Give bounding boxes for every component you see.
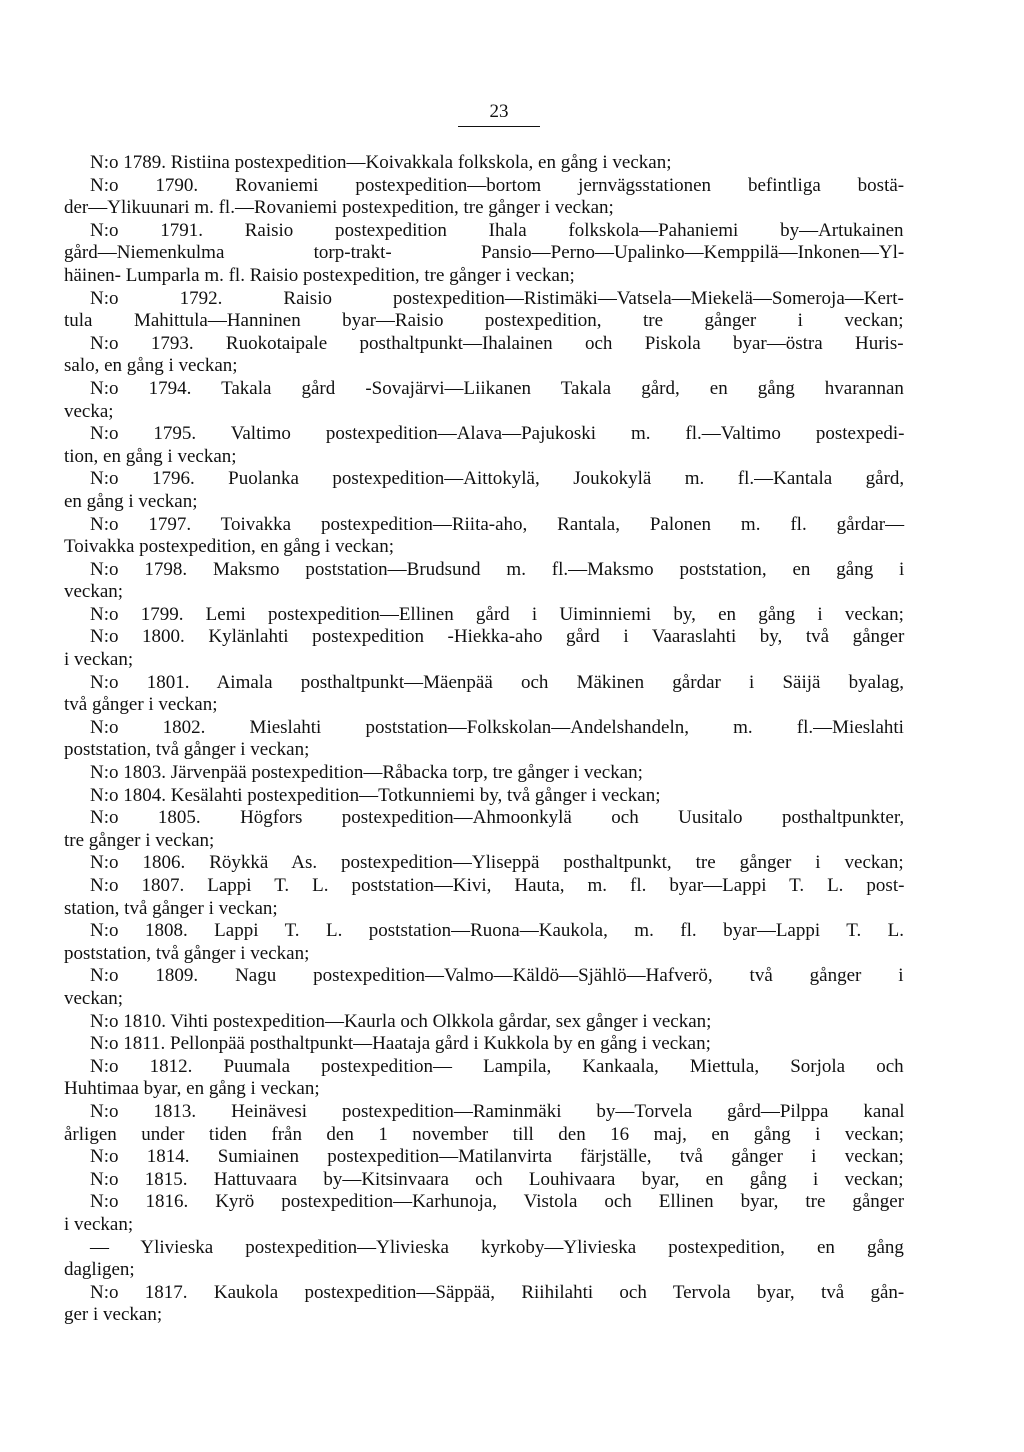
text-line: N:o 1816. Kyrö postexpedition—Karhunoja, Vistola och Ellinen byar, tre gånger — [90, 1191, 905, 1213]
text-line: N:o 1806. Röykkä As. postexpedition—Yliseppä posthaltpunkt, tre gånger i veckan; — [90, 852, 904, 874]
text-line: N:o 1814. Sumiainen postexpedition—Matilanvirta färjställe, två gånger i veckan; — [90, 1146, 904, 1168]
text-line: N:o 1798. Maksmo poststation—Brudsund m. fl.—Maksmo poststation, en gång i — [90, 558, 905, 580]
text-line: N:o 1789. Ristiina postexpedition—Koivakkala folkskola, en gång i veckan; — [90, 152, 672, 173]
text-line: N:o 1803. Järvenpää postexpedition—Råbacka torp, tre gånger i veckan; — [90, 762, 643, 784]
text-line: tion, en gång i veckan; — [64, 445, 237, 467]
text-line: — Ylivieska postexpedition—Ylivieska kyrkoby—Ylivieska postexpedition, en gång — [90, 1236, 904, 1258]
text-line: i veckan; — [64, 649, 134, 671]
text-line: vecka; — [64, 400, 114, 422]
body-text — [64, 152, 904, 1327]
text-line: N:o 1805. Högfors postexpedition—Ahmoonkylä och Uusitalo posthaltpunkter, — [90, 807, 905, 829]
text-line: Toivakka postexpedition, en gång i veckan; — [64, 536, 395, 558]
text-line: N:o 1791. Raisio postexpedition Ihala folkskola—Pahaniemi by—Artukainen — [90, 219, 904, 241]
text-line: veckan; — [64, 987, 124, 1009]
text-line: tre gånger i veckan; — [64, 829, 215, 851]
text-line: der—Ylikuunari m. fl.—Rovaniemi postexpedition, tre gånger i veckan; — [64, 197, 614, 219]
text-line: N:o 1797. Toivakka postexpedition—Riita-aho, Rantala, Palonen m. fl. gårdar— — [90, 513, 905, 535]
text-line: dagligen; — [64, 1259, 135, 1281]
text-line: årligen under tiden från den 1 november till den 16 maj, en gång i veckan; — [64, 1123, 904, 1145]
text-line: N:o 1795. Valtimo postexpedition—Alava—Pajukoski m. fl.—Valtimo postexpedi- — [90, 423, 905, 445]
text-line: N:o 1812. Puumala postexpedition— Lampila, Kankaala, Miettula, Sorjola och — [90, 1055, 904, 1077]
text-line: N:o 1811. Pellonpää posthaltpunkt—Haataja gård i Kukkola by en gång i veckan; — [90, 1033, 711, 1055]
text-line: N:o 1804. Kesälahti postexpedition—Totkunniemi by, två gånger i veckan; — [90, 784, 661, 806]
text-line: N:o 1794. Takala gård -Sovajärvi—Liikanen Takala gård, en gång hvarannan — [90, 377, 904, 399]
text-line: N:o 1793. Ruokotaipale posthaltpunkt—Ihalainen och Piskola byar—östra Huris- — [90, 332, 904, 354]
text-line: N:o 1802. Mieslahti poststation—Folkskolan—Andelshandeln, m. fl.—Mieslahti — [90, 716, 904, 738]
text-line: poststation, två gånger i veckan; — [64, 739, 310, 761]
text-line: poststation, två gånger i veckan; — [64, 942, 310, 964]
text-line: N:o 1796. Puolanka postexpedition—Aittokylä, Joukokylä m. fl.—Kantala gård, — [90, 468, 905, 490]
text-line: veckan; — [64, 581, 124, 603]
text-line: tula Mahittula—Hanninen byar—Raisio postexpedition, tre gånger i veckan; — [64, 310, 904, 332]
text-line: station, två gånger i veckan; — [64, 897, 278, 919]
text-line: N:o 1810. Vihti postexpedition—Kaurla och Olkkola gårdar, sex gånger i veckan; — [90, 1010, 712, 1032]
text-line: N:o 1799. Lemi postexpedition—Ellinen gård i Uiminniemi by, en gång i veckan; — [90, 603, 904, 625]
header-rule — [458, 126, 540, 127]
text-line: N:o 1792. Raisio postexpedition—Ristimäki—Vatsela—Miekelä—Someroja—Kert- — [90, 287, 904, 309]
text-line: N:o 1817. Kaukola postexpedition—Säppää, Riihilahti och Tervola byar, två gån- — [90, 1281, 905, 1303]
text-line: ger i veckan; — [64, 1304, 163, 1326]
page-header — [458, 100, 540, 127]
text-line: N:o 1801. Aimala posthaltpunkt—Mäenpää och Mäkinen gårdar i Säijä byalag, — [90, 671, 905, 693]
text-line: en gång i veckan; — [64, 490, 198, 512]
text-line: N:o 1813. Heinävesi postexpedition—Raminmäki by—Torvela gård—Pilppa kanal — [90, 1100, 905, 1122]
text-line: N:o 1807. Lappi T. L. poststation—Kivi, Hauta, m. fl. byar—Lappi T. L. post- — [90, 875, 905, 896]
text-line: i veckan; — [64, 1213, 134, 1235]
page-number: 23 — [489, 101, 509, 122]
text-line: gård—Niemenkulma torp-trakt- Pansio—Perno—Upalinko—Kemppilä—Inkonen—Yl- — [64, 242, 905, 264]
text-line: häinen- Lumparla m. fl. Raisio postexpedition, tre gånger i veckan; — [64, 264, 575, 286]
text-line: salo, en gång i veckan; — [64, 355, 238, 377]
text-line: Huhtimaa byar, en gång i veckan; — [64, 1078, 320, 1100]
text-line: N:o 1800. Kylänlahti postexpedition -Hiekka-aho gård i Vaaraslahti by, två gånger — [90, 626, 905, 648]
text-line: N:o 1809. Nagu postexpedition—Valmo—Käldö—Sjählö—Hafverö, två gånger i — [90, 965, 904, 987]
text-line: N:o 1808. Lappi T. L. poststation—Ruona—Kaukola, m. fl. byar—Lappi T. L. — [90, 920, 905, 942]
text-line: N:o 1790. Rovaniemi postexpedition—bortom jernvägsstationen befintliga bostä- — [90, 174, 905, 196]
text-line: två gånger i veckan; — [64, 694, 218, 716]
text-line: N:o 1815. Hattuvaara by—Kitsinvaara och Louhivaara byar, en gång i veckan; — [90, 1168, 904, 1190]
